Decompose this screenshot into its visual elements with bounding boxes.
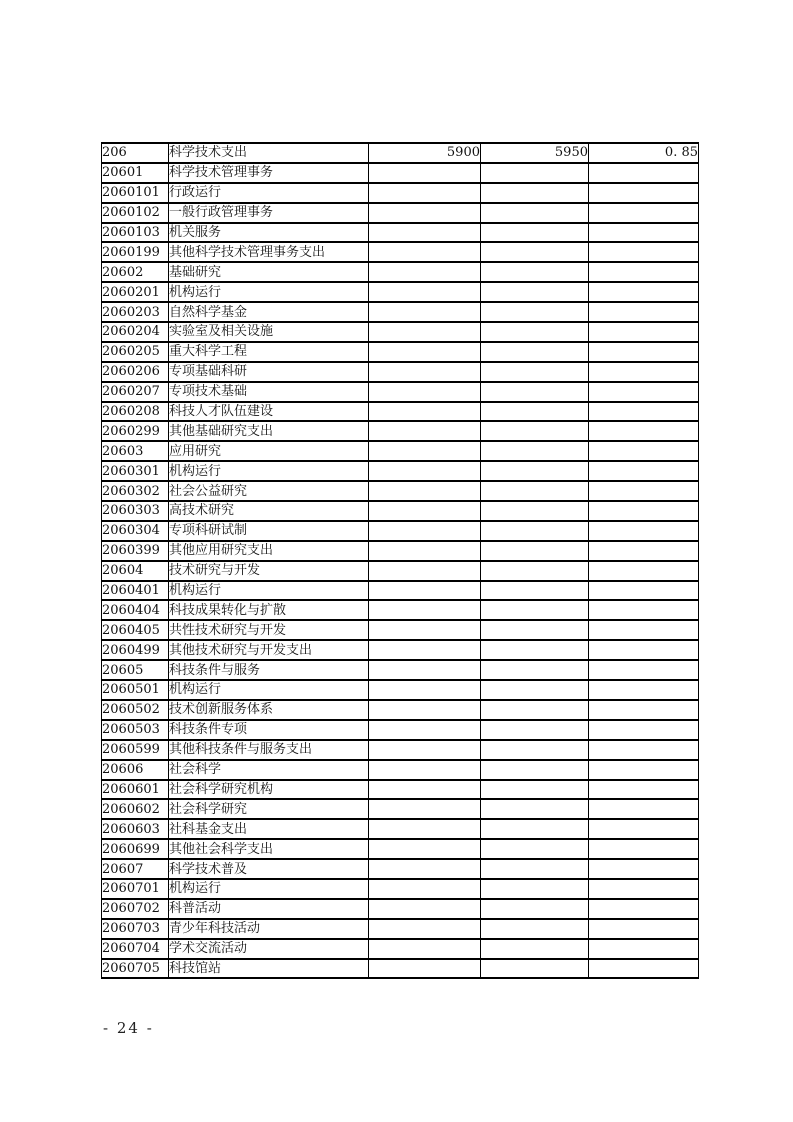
code-cell: 20601 — [102, 163, 169, 183]
value-cell-1 — [369, 680, 481, 700]
value-cell-1 — [369, 242, 481, 262]
table-row — [102, 282, 699, 302]
value-cell-3 — [589, 640, 699, 660]
code-cell: 20605 — [102, 660, 169, 680]
table-row — [102, 322, 699, 342]
value-cell-1 — [369, 780, 481, 800]
name-cell: 科技馆站 — [169, 959, 369, 979]
value-cell-3 — [589, 501, 699, 521]
name-cell: 其他社会科学支出 — [169, 839, 369, 859]
table-row — [102, 600, 699, 620]
table-row — [102, 342, 699, 362]
table-row — [102, 819, 699, 839]
code-cell: 2060399 — [102, 541, 169, 561]
value-cell-2 — [481, 521, 589, 541]
value-cell-3 — [589, 302, 699, 322]
table-row — [102, 760, 699, 780]
code-cell: 2060501 — [102, 680, 169, 700]
table-row — [102, 859, 699, 879]
value-cell-2 — [481, 441, 589, 461]
table-row — [102, 223, 699, 243]
value-cell-1 — [369, 461, 481, 481]
value-cell-1 — [369, 481, 481, 501]
value-cell-1 — [369, 839, 481, 859]
table-row — [102, 799, 699, 819]
code-cell: 2060301 — [102, 461, 169, 481]
value-cell-1 — [369, 362, 481, 382]
value-cell-3 — [589, 282, 699, 302]
value-cell-2 — [481, 223, 589, 243]
name-cell: 机构运行 — [169, 461, 369, 481]
value-cell-1 — [369, 859, 481, 879]
value-cell-2 — [481, 242, 589, 262]
value-cell-1: 5900 — [369, 143, 481, 163]
name-cell: 科学技术支出 — [169, 143, 369, 163]
name-cell: 机构运行 — [169, 879, 369, 899]
code-cell: 20604 — [102, 561, 169, 581]
value-cell-3 — [589, 959, 699, 979]
name-cell: 其他技术研究与开发支出 — [169, 640, 369, 660]
table-row — [102, 501, 699, 521]
value-cell-2 — [481, 839, 589, 859]
name-cell: 实验室及相关设施 — [169, 322, 369, 342]
value-cell-3 — [589, 183, 699, 203]
code-cell: 2060206 — [102, 362, 169, 382]
value-cell-1 — [369, 342, 481, 362]
table-row — [102, 362, 699, 382]
code-cell: 2060203 — [102, 302, 169, 322]
name-cell: 一般行政管理事务 — [169, 203, 369, 223]
code-cell: 2060603 — [102, 819, 169, 839]
value-cell-1 — [369, 183, 481, 203]
name-cell: 科技人才队伍建设 — [169, 402, 369, 422]
code-cell: 206 — [102, 143, 169, 163]
value-cell-3 — [589, 421, 699, 441]
name-cell: 社会科学 — [169, 760, 369, 780]
name-cell: 科技条件专项 — [169, 720, 369, 740]
value-cell-3 — [589, 481, 699, 501]
value-cell-3 — [589, 620, 699, 640]
value-cell-1 — [369, 959, 481, 979]
value-cell-3 — [589, 720, 699, 740]
code-cell: 2060602 — [102, 799, 169, 819]
value-cell-1 — [369, 660, 481, 680]
value-cell-3 — [589, 760, 699, 780]
name-cell: 社会科学研究 — [169, 799, 369, 819]
table-row — [102, 402, 699, 422]
value-cell-2 — [481, 402, 589, 422]
value-cell-2 — [481, 342, 589, 362]
value-cell-1 — [369, 402, 481, 422]
name-cell: 技术创新服务体系 — [169, 700, 369, 720]
value-cell-1 — [369, 203, 481, 223]
value-cell-1 — [369, 620, 481, 640]
name-cell: 机构运行 — [169, 581, 369, 601]
value-cell-2 — [481, 541, 589, 561]
value-cell-3 — [589, 223, 699, 243]
value-cell-1 — [369, 302, 481, 322]
value-cell-1 — [369, 640, 481, 660]
value-cell-3 — [589, 541, 699, 561]
value-cell-1 — [369, 740, 481, 760]
name-cell: 其他应用研究支出 — [169, 541, 369, 561]
table-row — [102, 680, 699, 700]
value-cell-3 — [589, 461, 699, 481]
table-row — [102, 620, 699, 640]
value-cell-3: 0. 85 — [589, 143, 699, 163]
value-cell-3 — [589, 600, 699, 620]
table-row — [102, 421, 699, 441]
value-cell-2 — [481, 461, 589, 481]
name-cell: 科学技术普及 — [169, 859, 369, 879]
name-cell: 科学技术管理事务 — [169, 163, 369, 183]
value-cell-1 — [369, 879, 481, 899]
value-cell-3 — [589, 163, 699, 183]
name-cell: 其他基础研究支出 — [169, 421, 369, 441]
value-cell-1 — [369, 501, 481, 521]
table-row — [102, 163, 699, 183]
table-row — [102, 541, 699, 561]
name-cell: 社会科学研究机构 — [169, 780, 369, 800]
table-row — [102, 780, 699, 800]
value-cell-2 — [481, 859, 589, 879]
value-cell-1 — [369, 322, 481, 342]
name-cell: 基础研究 — [169, 262, 369, 282]
code-cell: 2060404 — [102, 600, 169, 620]
table-row — [102, 959, 699, 979]
value-cell-2 — [481, 640, 589, 660]
code-cell: 2060102 — [102, 203, 169, 223]
value-cell-2 — [481, 680, 589, 700]
code-cell: 2060199 — [102, 242, 169, 262]
name-cell: 专项技术基础 — [169, 382, 369, 402]
value-cell-1 — [369, 561, 481, 581]
name-cell: 科普活动 — [169, 899, 369, 919]
table-row — [102, 720, 699, 740]
table-row — [102, 242, 699, 262]
budget-table-body — [102, 143, 699, 978]
value-cell-3 — [589, 521, 699, 541]
value-cell-3 — [589, 342, 699, 362]
code-cell: 20606 — [102, 760, 169, 780]
code-cell: 2060599 — [102, 740, 169, 760]
value-cell-2: 5950 — [481, 143, 589, 163]
name-cell: 重大科学工程 — [169, 342, 369, 362]
value-cell-2 — [481, 282, 589, 302]
value-cell-3 — [589, 660, 699, 680]
name-cell: 科技条件与服务 — [169, 660, 369, 680]
value-cell-3 — [589, 740, 699, 760]
code-cell: 20602 — [102, 262, 169, 282]
value-cell-2 — [481, 481, 589, 501]
code-cell: 2060705 — [102, 959, 169, 979]
value-cell-3 — [589, 441, 699, 461]
value-cell-1 — [369, 799, 481, 819]
value-cell-1 — [369, 163, 481, 183]
value-cell-2 — [481, 819, 589, 839]
name-cell: 专项基础科研 — [169, 362, 369, 382]
name-cell: 专项科研试制 — [169, 521, 369, 541]
value-cell-3 — [589, 561, 699, 581]
value-cell-1 — [369, 600, 481, 620]
value-cell-2 — [481, 939, 589, 959]
value-cell-1 — [369, 919, 481, 939]
name-cell: 高技术研究 — [169, 501, 369, 521]
name-cell: 社会公益研究 — [169, 481, 369, 501]
table-row — [102, 521, 699, 541]
code-cell: 2060601 — [102, 780, 169, 800]
value-cell-1 — [369, 899, 481, 919]
value-cell-2 — [481, 660, 589, 680]
value-cell-1 — [369, 521, 481, 541]
value-cell-3 — [589, 680, 699, 700]
code-cell: 2060204 — [102, 322, 169, 342]
code-cell: 2060299 — [102, 421, 169, 441]
value-cell-2 — [481, 183, 589, 203]
code-cell: 2060201 — [102, 282, 169, 302]
value-cell-2 — [481, 203, 589, 223]
value-cell-3 — [589, 581, 699, 601]
table-row — [102, 640, 699, 660]
code-cell: 2060401 — [102, 581, 169, 601]
name-cell: 其他科技条件与服务支出 — [169, 740, 369, 760]
value-cell-2 — [481, 561, 589, 581]
value-cell-3 — [589, 899, 699, 919]
value-cell-2 — [481, 899, 589, 919]
name-cell: 机关服务 — [169, 223, 369, 243]
name-cell: 机构运行 — [169, 282, 369, 302]
value-cell-1 — [369, 441, 481, 461]
value-cell-3 — [589, 700, 699, 720]
value-cell-2 — [481, 959, 589, 979]
value-cell-2 — [481, 919, 589, 939]
code-cell: 2060704 — [102, 939, 169, 959]
value-cell-2 — [481, 262, 589, 282]
code-cell: 2060503 — [102, 720, 169, 740]
value-cell-2 — [481, 600, 589, 620]
value-cell-1 — [369, 581, 481, 601]
value-cell-3 — [589, 322, 699, 342]
table-row — [102, 919, 699, 939]
budget-table — [101, 142, 699, 979]
value-cell-2 — [481, 799, 589, 819]
value-cell-3 — [589, 203, 699, 223]
table-row — [102, 660, 699, 680]
name-cell: 行政运行 — [169, 183, 369, 203]
code-cell: 2060205 — [102, 342, 169, 362]
table-row — [102, 183, 699, 203]
code-cell: 20603 — [102, 441, 169, 461]
value-cell-3 — [589, 919, 699, 939]
value-cell-3 — [589, 819, 699, 839]
code-cell: 2060405 — [102, 620, 169, 640]
table-row — [102, 700, 699, 720]
value-cell-3 — [589, 362, 699, 382]
value-cell-2 — [481, 501, 589, 521]
name-cell: 自然科学基金 — [169, 302, 369, 322]
code-cell: 2060103 — [102, 223, 169, 243]
code-cell: 2060701 — [102, 879, 169, 899]
value-cell-3 — [589, 780, 699, 800]
name-cell: 应用研究 — [169, 441, 369, 461]
name-cell: 科技成果转化与扩散 — [169, 600, 369, 620]
value-cell-1 — [369, 760, 481, 780]
value-cell-3 — [589, 839, 699, 859]
table-row — [102, 581, 699, 601]
code-cell: 2060502 — [102, 700, 169, 720]
table-row — [102, 302, 699, 322]
value-cell-2 — [481, 720, 589, 740]
code-cell: 2060208 — [102, 402, 169, 422]
name-cell: 机构运行 — [169, 680, 369, 700]
value-cell-3 — [589, 939, 699, 959]
value-cell-2 — [481, 620, 589, 640]
table-row — [102, 143, 699, 163]
name-cell: 学术交流活动 — [169, 939, 369, 959]
name-cell: 共性技术研究与开发 — [169, 620, 369, 640]
value-cell-2 — [481, 780, 589, 800]
value-cell-1 — [369, 819, 481, 839]
value-cell-2 — [481, 760, 589, 780]
value-cell-1 — [369, 421, 481, 441]
value-cell-3 — [589, 402, 699, 422]
table-row — [102, 262, 699, 282]
table-row — [102, 561, 699, 581]
table-row — [102, 203, 699, 223]
value-cell-2 — [481, 700, 589, 720]
name-cell: 青少年科技活动 — [169, 919, 369, 939]
value-cell-1 — [369, 223, 481, 243]
table-row — [102, 939, 699, 959]
value-cell-1 — [369, 282, 481, 302]
value-cell-2 — [481, 421, 589, 441]
name-cell: 技术研究与开发 — [169, 561, 369, 581]
table-row — [102, 382, 699, 402]
value-cell-3 — [589, 262, 699, 282]
code-cell: 2060702 — [102, 899, 169, 919]
value-cell-1 — [369, 382, 481, 402]
code-cell: 2060699 — [102, 839, 169, 859]
table-row — [102, 481, 699, 501]
value-cell-3 — [589, 382, 699, 402]
code-cell: 2060304 — [102, 521, 169, 541]
value-cell-1 — [369, 720, 481, 740]
value-cell-1 — [369, 700, 481, 720]
table-row — [102, 879, 699, 899]
value-cell-1 — [369, 262, 481, 282]
table-row — [102, 899, 699, 919]
value-cell-3 — [589, 859, 699, 879]
code-cell: 2060499 — [102, 640, 169, 660]
value-cell-2 — [481, 581, 589, 601]
code-cell: 20607 — [102, 859, 169, 879]
name-cell: 其他科学技术管理事务支出 — [169, 242, 369, 262]
table-row — [102, 461, 699, 481]
value-cell-2 — [481, 362, 589, 382]
value-cell-1 — [369, 939, 481, 959]
code-cell: 2060303 — [102, 501, 169, 521]
value-cell-2 — [481, 322, 589, 342]
value-cell-3 — [589, 799, 699, 819]
value-cell-2 — [481, 302, 589, 322]
table-row — [102, 839, 699, 859]
code-cell: 2060101 — [102, 183, 169, 203]
value-cell-2 — [481, 382, 589, 402]
value-cell-2 — [481, 740, 589, 760]
code-cell: 2060703 — [102, 919, 169, 939]
page-number: - 24 - — [103, 1019, 154, 1037]
code-cell: 2060207 — [102, 382, 169, 402]
table-row — [102, 441, 699, 461]
value-cell-1 — [369, 541, 481, 561]
value-cell-3 — [589, 242, 699, 262]
value-cell-2 — [481, 879, 589, 899]
value-cell-2 — [481, 163, 589, 183]
name-cell: 社科基金支出 — [169, 819, 369, 839]
code-cell: 2060302 — [102, 481, 169, 501]
table-row — [102, 740, 699, 760]
value-cell-3 — [589, 879, 699, 899]
